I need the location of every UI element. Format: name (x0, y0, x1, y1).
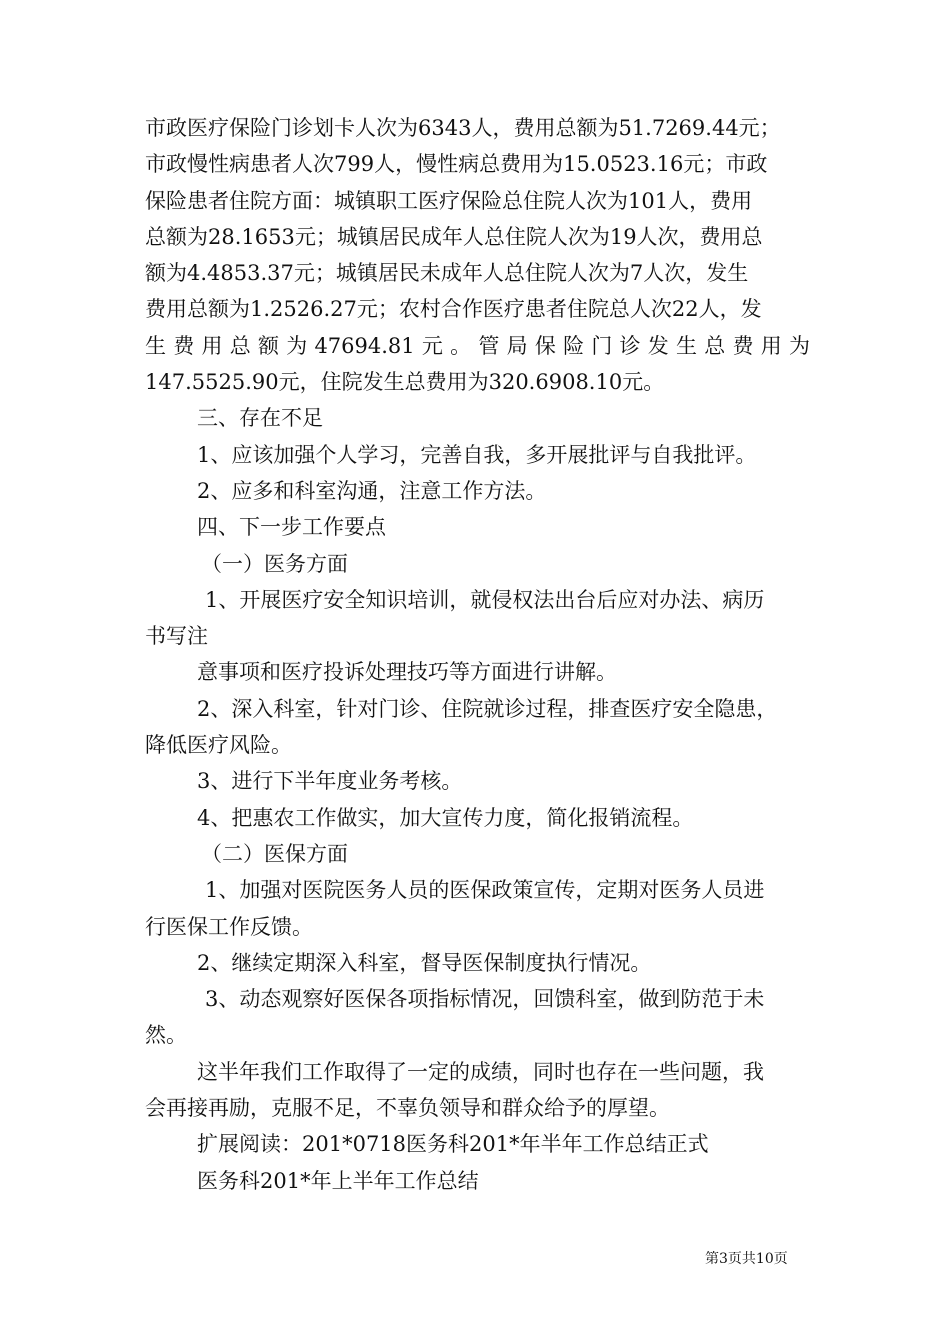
closing-paragraph-continuation: 会再接再励，克服不足，不辜负领导和群众给予的厚望。 (145, 1096, 670, 1121)
list-item: 3、动态观察好医保各项指标情况，回馈科室，做到防范于未 (205, 987, 765, 1012)
list-item: 4、把惠农工作做实，加大宣传力度，简化报销流程。 (197, 805, 694, 830)
section-heading-shortcomings: 三、存在不足 (197, 406, 323, 431)
list-item: 2、应多和科室沟通，注意工作方法。 (197, 478, 547, 503)
text-line: 费用总额为1.2526.27元；农村合作医疗患者住院总人次22人，发 (145, 297, 762, 322)
list-item: 1、开展医疗安全知识培训，就侵权法出台后应对办法、病历 (205, 587, 765, 612)
section-heading-next-steps: 四、下一步工作要点 (197, 515, 386, 540)
list-item: 1、加强对医院医务人员的医保政策宣传，定期对医务人员进 (205, 878, 765, 903)
list-item-continuation: 行医保工作反馈。 (145, 914, 313, 939)
document-body (145, 110, 810, 1199)
text-line: 147.5525.90元，住院发生总费用为320.6908.10元。 (145, 370, 665, 395)
list-item-continuation: 书写注 (145, 624, 208, 649)
list-item: 2、继续定期深入科室，督导医保制度执行情况。 (197, 950, 652, 975)
closing-paragraph: 这半年我们工作取得了一定的成绩，同时也存在一些问题，我 (197, 1059, 764, 1084)
page-number: 第3页共10页 (705, 1251, 788, 1267)
text-line: 额为4.4853.37元；城镇居民未成年人总住院人次为7人次，发生 (145, 261, 749, 286)
text-line: 市政医疗保险门诊划卡人次为6343人，费用总额为51.7269.44元； (145, 116, 781, 140)
list-item: 2、深入科室，针对门诊、住院就诊过程，排查医疗安全隐患， (197, 696, 778, 721)
extended-reading: 扩展阅读：201*0718医务科201*年半年工作总结正式 (197, 1132, 709, 1157)
paragraph-statistics (145, 110, 810, 400)
text-line: 保险患者住院方面：城镇职工医疗保险总住院人次为101人，费用 (145, 188, 753, 213)
list-item-continuation: 降低医疗风险。 (145, 733, 292, 758)
subsection-heading-insurance: （二）医保方面 (201, 841, 348, 866)
list-item-continuation: 然。 (145, 1023, 187, 1048)
text-line: 市政慢性病患者人次799人，慢性病总费用为15.0523.16元；市政 (145, 152, 768, 177)
subsection-heading-medical: （一）医务方面 (201, 551, 348, 576)
list-item: 3、进行下半年度业务考核。 (197, 769, 463, 794)
text-line: 生费用总额为47694.81元。管局保险门诊发生总费用为 (145, 333, 810, 358)
text-line: 总额为28.1653元；城镇居民成年人总住院人次为19人次，费用总 (145, 224, 763, 249)
extended-reading-title: 医务科201*年上半年工作总结 (197, 1168, 479, 1193)
list-item: 1、应该加强个人学习，完善自我，多开展批评与自我批评。 (197, 442, 757, 467)
list-item-continuation: 意事项和医疗投诉处理技巧等方面进行讲解。 (197, 660, 617, 685)
